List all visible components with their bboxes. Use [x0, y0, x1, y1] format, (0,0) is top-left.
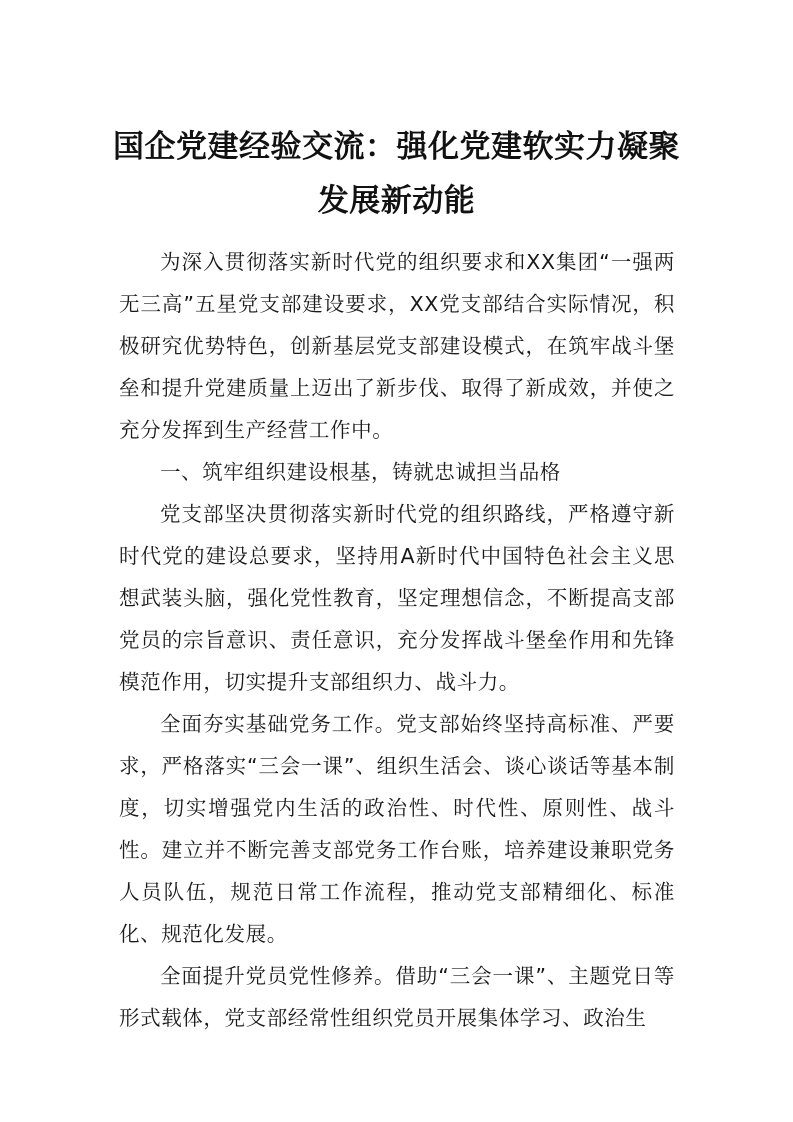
document-title: 国企党建经验交流：强化党建软实力凝聚发展新动能: [113, 129, 680, 219]
section-heading-1: 一、筑牢组织建设根基，铸就忠诚担当品格: [160, 460, 561, 484]
paragraph-intro: 为深入贯彻落实新时代党的组织要求和XX集团“一强两无三高”五星党支部建设要求，XX党支部结合实际情况，积极研究优势特色，创新基层党支部建设模式，在筑牢战斗堡垒和提升党建质量上迈出了新步伐、取得了新成效，并使之充分发挥到生产经营工作中。: [119, 250, 675, 442]
paragraph-party-spirit: 全面提升党员党性修养。借助“三会一课”、主题党日等形式载体，党支部经常性组织党员开展集体学习、政治生: [119, 964, 675, 1030]
paragraph-organization: 党支部坚决贯彻落实新时代党的组织路线，严格遵守新时代党的建设总要求，坚持用A新时代中国特色社会主义思想武装头脑，强化党性教育，坚定理想信念，不断提高支部党员的宗旨意识、责任意识，充分发挥战斗堡垒作用和先锋模范作用，切实提升支部组织力、战斗力。: [119, 502, 675, 694]
paragraph-party-affairs: 全面夯实基础党务工作。党支部始终坚持高标准、严要求，严格落实“三会一课”、组织生活会、谈心谈话等基本制度，切实增强党内生活的政治性、时代性、原则性、战斗性。建立并不断完善支部党务工作台账，培养建设兼职党务人员队伍，规范日常工作流程，推动党支部精细化、标准化、规范化发展。: [119, 712, 675, 946]
document-body: [119, 241, 675, 1039]
